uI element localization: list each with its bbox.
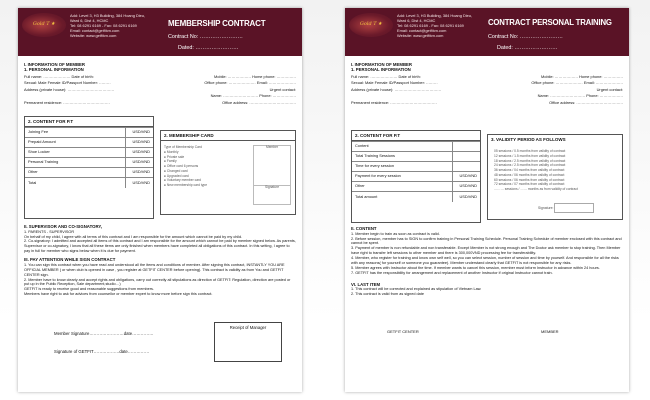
table-row: Total amount USD/VND [352, 192, 480, 202]
getfit-signature: Signature of GETFIT………………date…………… [54, 349, 150, 354]
membership-card-box [160, 130, 296, 215]
urgent-contact-field: Name: ……………………… Phone: ……………… [537, 93, 623, 99]
office-address-field: Office address: ……………………………… [222, 99, 296, 105]
contract-date: Dated: …………………… [497, 45, 558, 51]
member-signature: MEMBER [541, 329, 559, 334]
urgent-contact-label: Urgent contact: [269, 86, 296, 92]
mobile-field: Mobile: ……………… Home phone: …………… [541, 73, 623, 79]
table-row: Payment for every session USD/VND [352, 172, 480, 182]
address-field: Address (private house): ……………………………… [24, 86, 115, 92]
pt-content-table [24, 116, 154, 219]
card-member-column: Member Signature [253, 145, 291, 205]
contract-number: Contract No: …………………… [168, 34, 243, 40]
validity-signature: Signature: [538, 203, 594, 213]
sex-field: Sexual: Male Female ID/Passport Number: ……… [24, 80, 111, 86]
table-row: Content [352, 142, 480, 152]
page-header [345, 8, 629, 56]
residence-field: Permanent residence: ……………………………… [351, 99, 437, 105]
section-heading: I. INFORMATION OF MEMBER [24, 62, 86, 67]
table-row: Total USD/VND [25, 178, 153, 188]
table-title: 2. CONTENT FOR P.T [352, 131, 480, 141]
personal-info [18, 56, 302, 105]
table-row: Prepaid Amount USD/VND [25, 138, 153, 148]
page-title: CONTRACT PERSONAL TRAINING [488, 18, 612, 27]
star-icon: ★ [50, 21, 56, 28]
section-subheading: 1. PERSONAL INFORMATION [351, 66, 411, 72]
address-field: Address (private house): ……………………………… [351, 86, 442, 92]
getfit-center-signature: GETFIT CENTER [387, 329, 419, 334]
personal-info [345, 56, 629, 105]
table-title: 2. CONTENT FOR P.T [25, 117, 153, 127]
office-address-field: Office address: ……………………………… [549, 99, 623, 105]
table-row: Other USD/VND [25, 168, 153, 178]
supervisor-section: II. SUPERVISOR AND CO-SIGNATORY, 1. PARENTS - SUPERVISOR On behalf of my child, I agree with all terms of this contract and I am responsible for the amount which cannot be paid by my child. 2. Co-signatory: I admitted and accepted all items of this contract and I am responsible for the amount which cannot be paid by member signed below. As parents, Supervisor or co-signatory, I know that all these items are only finished when members have completed all obligations of this contract. In this writing, I agree to pay in full for member who signs below when it is due for payment. III. PAY ATTENTION WHILE SIGN CONTRACT 1. You can sign this contract when you have read and understood all the items and conditions of member. After signing this contract, INSTANTLY YOU ARE OFFICIAL MEMBER ( or when club is opened in case , you register at GETFIT CENTER before opening). This contract is validity as from You and GETFIT CENTER sign. 2. Member have to know clearly and accept rights and obligations, carry out correctly all stipulations as direction of GETFIT: Regulation, direction are posted or put up in the Public Reception, Sale department,studio…) GETFIT is ready to receive good and reasonable suggestions from members. Members have right to ask for advices from counsellor or member expert to know more before sign this contract. [24, 224, 296, 297]
validity-title: 3. VALIDITY PERIOD AS FOLLOWS [491, 137, 566, 142]
member-signature: Member Signature……………………date…………… [54, 331, 154, 336]
table-row: Total Training Sessions [352, 152, 480, 162]
content-section: II. CONTENT 1. Member begin to train as soon as contract is valid. 2. Before session, member has to SIGN to confirm training in Personal Training Schedule. Personal Training Schedule of member enclosed with this contract and cannot be spent. 3. Payment of member is non refundable and non transferable. Except Member is not strong enough and The Doctor ask member to stop training. Then Member have right to transfer left sessions to other member and there is 300,000VND processing fee for transferability. 4. Member, who register for training and know own self well, so you can select session, number of session and time by yourself. And responsible for all the risks with any reasons( for yourself or someone you guarantee). Member understand clearly that GETFIT is not responsible for any risks. 5. Member agrees with Instructor about the time. If member wants to cancel this session, member must inform Instructor in advance within 24 hours. 7. GETFIT has the responsibility for arrangement and replacement of another Instructor if original Instructor cannot train. VI. LAST ITEM 1. This contract will be corrected and explained as stipulation of Vietnam Law. 2. This contract is valid from as signed date [351, 226, 622, 297]
table-row: Joining Fee USD/VND [25, 128, 153, 138]
office-phone-field: Office phone: ………………… Email: ………………… [531, 80, 623, 86]
table-row: Personal Training USD/VND [25, 158, 153, 168]
urgent-contact-label: Urgent contact: [596, 86, 623, 92]
manager-receipt-box: Receipt of Manager [214, 322, 282, 362]
table-row: Shoe Locker USD/VND [25, 148, 153, 158]
page-header [18, 8, 302, 56]
residence-field: Permanent residence: ……………………………… [24, 99, 110, 105]
contract-number: Contract No: …………………… [488, 34, 563, 40]
page-title: MEMBERSHIP CONTRACT [168, 19, 266, 28]
section-heading: I. INFORMATION OF MEMBER [351, 62, 413, 67]
brand-logo: Gold T ★ [22, 13, 66, 37]
urgent-contact-field: Name: ……………………… Phone: ……………… [210, 93, 296, 99]
brand-logo: Gold T ★ [349, 13, 393, 37]
contract-date: Dated: …………………… [178, 45, 239, 51]
mobile-field: Mobile: ……………… Home phone: …………… [214, 73, 296, 79]
table-row: Other USD/VND [352, 182, 480, 192]
star-icon: ★ [377, 21, 383, 28]
pt-content-table [351, 130, 481, 223]
card-type-list: Type of Membership Card ● Monthly ● Private sale ● Family ● Office card 6 persons ● Changed card ● Upgraded card ● Voluntary member card ● New membership card type [164, 145, 208, 188]
table-row: Time for every session [352, 162, 480, 172]
card-title: 2. MEMBERSHIP CARD [161, 131, 295, 141]
section-subheading: 1. PERSONAL INFORMATION [24, 66, 84, 72]
sex-field: Sexual: Male Female ID/Passport Number: ……… [351, 80, 438, 86]
office-phone-field: Office phone: ………………… Email: ………………… [204, 80, 296, 86]
company-address: Add: Level 3, H3 Building, 384 Hoang Dieu, Ward 6, Dist 4, HCMC Tel: 08 6291 6169 - Fax: 08 6291 6169 Email: contact@getfitvn.com Website: www.getfitvn.com [397, 13, 473, 38]
full-name-field: Full name: ………………… Date of birth: [351, 73, 421, 79]
membership-contract-page [18, 8, 302, 392]
validity-list: 05 sessions / 0.5 months from validity of contract 12 sessions / 1.5 months from validity of contract 18 sessions / 2.5 months from validity of contract 24 sessions / 2.5 months from validity of contract 36 sessions / 04 months from validity of contract 48 sessions / 06 months from validity of contract 60 sessions / 06 months from validity of contract 72 sessions / 07 months from validity of contract ……… sessions / …… months as from validity of contract [494, 149, 578, 192]
personal-training-contract-page [345, 8, 629, 392]
company-address: Add: Level 3, H3 Building, 384 Hoang Dieu, Ward 6, Dist 4, HCMC Tel: 08 6291 6169 - Fax: 08 6291 6169 Email: contact@getfitvn.com Website: www.getfitvn.com [70, 13, 146, 38]
validity-period-box [487, 134, 623, 220]
full-name-field: Full name: ………………… Date of birth: [24, 73, 94, 79]
